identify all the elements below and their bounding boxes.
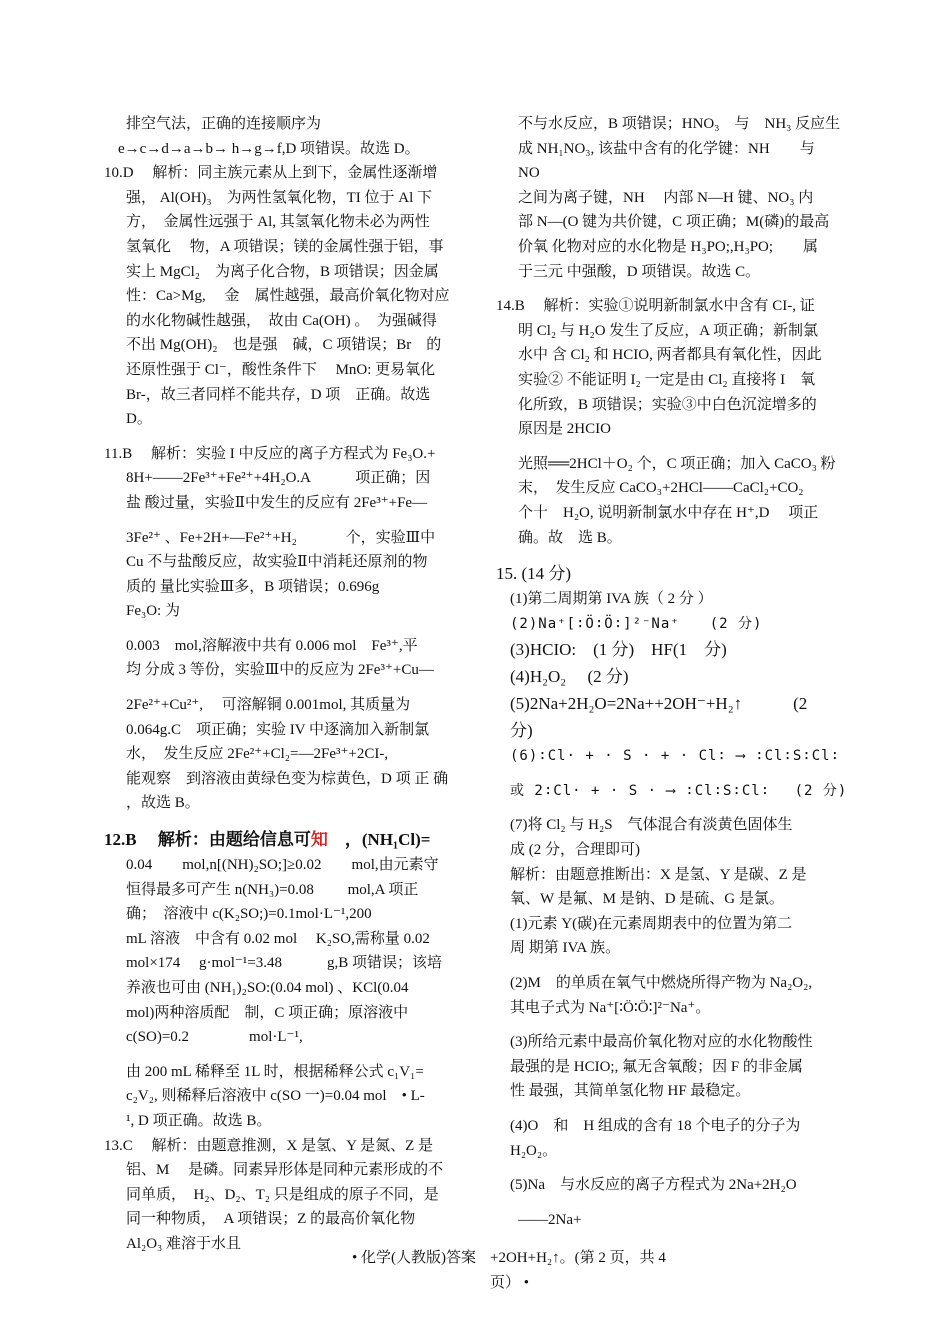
footer-page: +2OH+H₂↑。(第 2 页，共 4 页） •	[490, 1250, 666, 1291]
spacer	[104, 1050, 464, 1060]
text-line: 恒得最多可产生 n(NH₃)=0.08 mol,A 项正	[126, 881, 419, 898]
text-line: (3)所给元素中最高价氧化物对应的水化物酸性	[510, 1034, 813, 1051]
text-line: 方， 金属性远强于 Al, 其氢氧化物未必为两性	[126, 214, 430, 231]
text-line: Br-，故三者同样不能共存，D 项 正确。故选	[126, 386, 431, 403]
text-line: 周 期第 IVA 族。	[510, 940, 621, 957]
text-line: 氧、W 是氟、M 是钠、D 是硫、G 是氯。	[510, 891, 784, 908]
text-line: 13.C 解析：由题意推测，X 是氢、Y 是氮、Z 是	[104, 1137, 434, 1154]
text-line: 由 200 mL 稀释至 1L 时，根据稀释公式 c₁V₁=	[126, 1063, 424, 1080]
text-line: 3Fe²⁺ 、Fe+2H+—Fe²⁺+H₂ 个，实验Ⅲ中	[126, 529, 436, 546]
text-line: ，故选 B。	[126, 795, 200, 812]
text-line: 10.D 解析：同主族元素从上到下，金属性逐渐增	[104, 165, 438, 182]
text-line: 其电子式为 Na⁺[∶Ö∶Ö∶]²⁻Na⁺。	[510, 999, 711, 1016]
text-line: 末， 发生反应 CaCO₃+2HCl——CaCl₂+CO₂	[518, 480, 804, 497]
text-line: 2Fe²⁺+Cu²⁺, 可溶解铜 0.001mol, 其质量为	[126, 697, 411, 714]
text-line: 铝、M 是磷。同素异形体是同种元素形成的不	[126, 1162, 444, 1179]
text-line: 水中 含 Cl₂ 和 HCIO, 两者都具有氧化性，因此	[518, 347, 822, 364]
spacer	[496, 1020, 862, 1030]
text-line: (5)Na 与水反应的离子方程式为 2Na+2H₂O	[510, 1177, 797, 1194]
text-line: 均 分成 3 等份，实验Ⅲ中的反应为 2Fe³⁺+Cu—	[126, 662, 434, 679]
text-line: 个十 H₂O, 说明新制氯水中存在 H⁺,D 项正	[518, 504, 819, 521]
text-line: 实上 MgCl₂ 为离子化合物，B 项错误；因金属	[126, 263, 439, 280]
text-line: ¹, D 项正确。故选 B。	[126, 1112, 272, 1129]
text-line: 14.B 解析：实验①说明新制氯水中含有 CI-, 证	[496, 298, 815, 315]
footer-left	[352, 1246, 484, 1271]
text-line: 最强的是 HCIO;, 氟无含氧酸；因 F 的非金属	[510, 1058, 803, 1075]
spacer	[496, 442, 862, 452]
spacer	[104, 683, 464, 693]
text-line: D。	[126, 411, 152, 428]
text-line: 化所致，B 项错误；实验③中白色沉淀增多的	[518, 396, 817, 413]
text-line: 还原性强于 Cl⁻，酸性条件下 MnO: 更易氧化	[126, 361, 436, 378]
text-line: 确。故 选 B。	[518, 529, 622, 546]
text-line: c₂V₂, 则稀释后溶液中 c(SO 一)=0.04 mol • L-	[126, 1088, 425, 1105]
spacer	[104, 624, 464, 634]
text-line: (3)HCIO: (1 分) HF(1 分)	[510, 640, 727, 660]
text-line: 水， 发生反应 2Fe²⁺+Cl₂=—2Fe³⁺+2CI-,	[126, 746, 389, 763]
text-line: 分)	[510, 721, 533, 741]
left-column	[104, 112, 464, 1257]
text-line: mol)两种溶质配 制，C 项正确；原溶液中	[126, 1004, 409, 1021]
text-line: 氢氧化 物，A 项错误；镁的金属性强于铝，事	[126, 238, 444, 255]
text-line: H₂O₂。	[510, 1142, 558, 1159]
text-line: 0.003 mol,溶解液中共有 0.006 mol Fe³⁺,平	[126, 637, 418, 654]
text-line: (2)M 的单质在氧气中燃烧所得产物为 Na₂O₂,	[510, 975, 813, 992]
text-line: 原因是 2HCIO	[518, 421, 611, 438]
text-line: 能观察 到溶液由黄绿色变为棕黄色，D 项 正 确	[126, 770, 449, 787]
text-line: e→c→d→a→b→ h→g→f,D 项错误。故选 D。	[118, 140, 420, 157]
spacer	[496, 961, 862, 971]
text-line: 性 最强，其简单氢化物 HF 最稳定。	[510, 1083, 751, 1100]
text-line: (1)元素 Y(碳)在元素周期表中的位置为第二	[510, 915, 793, 932]
text-line: 11.B 解析：实验 I 中反应的离子方程式为 Fe₃O.+	[104, 445, 436, 462]
spacer	[104, 432, 464, 442]
spacer	[104, 516, 464, 526]
text-line: 于三元 中强酸，D 项错误。故选 C。	[518, 263, 761, 280]
text-line: 成 NH₁NO₃, 该盐中含有的化学键：NH 与	[518, 140, 815, 157]
text-line: 15. (14 分)	[496, 564, 572, 584]
text-line: NO	[518, 165, 540, 182]
text-line: 性：Ca>Mg, 金 属性越强，最高价氧化物对应	[126, 288, 450, 305]
text-line: 盐 酸过量，实验Ⅱ中发生的反应有 2Fe³⁺+Fe—	[126, 494, 428, 511]
footer-right	[490, 1246, 690, 1295]
text-line: 12.B 解析：由题给信息可知 ，(NH₁Cl)=	[104, 830, 431, 850]
text-line: 确； 溶液中 c(K₂SO;)=0.1mol·L⁻¹,200	[126, 906, 372, 923]
text-line: 价氧 化物对应的水化物是 H₃PO;,H₃PO; 属	[518, 238, 819, 255]
text-line: (4)H₂O₂ (2 分)	[510, 667, 629, 687]
text-line: 不出 Mg(OH)₂ 也是强 碱，C 项错误；Br 的	[126, 337, 442, 354]
text-line: (1)第二周期第 IVA 族（ 2 分 ）	[510, 591, 713, 608]
spacer	[496, 284, 862, 294]
text-line: 排空气法，正确的连接顺序为	[126, 116, 322, 132]
text-line: 解析：由题意推断出：X 是氢、Y 是碳、Z 是	[510, 866, 807, 883]
highlight-char: 知	[310, 830, 328, 850]
spacer	[104, 816, 464, 826]
text-line: 光照══2HCl＋O₂ 个，C 项正确；加入 CaCO₃ 粉	[518, 455, 836, 472]
text-line: Al₂O₃ 难溶于水且	[126, 1235, 242, 1252]
text-line: 强， Al(OH)₃ 为两性氢氧化物，TI 位于 Al 下	[126, 189, 433, 206]
text-line: 质的 量比实验Ⅲ多，B 项错误；0.696g	[126, 578, 380, 595]
text-line: c(SO)=0.2 mol·L⁻¹,	[126, 1029, 303, 1046]
spacer	[496, 769, 862, 779]
spacer	[496, 1104, 862, 1114]
text-line: 部 N—(O 键为共价键，C 项正确；M(磷)的最高	[518, 214, 830, 231]
text-line: 不与水反应，B 项错误；HNO₃ 与 NH₃ 反应生	[518, 116, 841, 132]
text-line: Cu 不与盐酸反应，故实验Ⅱ中消耗还原剂的物	[126, 554, 428, 571]
footer-subject: • 化学(人教版)答案	[352, 1250, 476, 1266]
right-column	[496, 112, 862, 1232]
text-line: 同单质， H₂、D₂、T₂ 只是组成的原子不同，是	[126, 1186, 439, 1203]
text-line: mol×174 g·mol⁻¹=3.48 g,B 项错误；该培	[126, 955, 443, 972]
text-line: 之间为离子键，NH 内部 N—H 键、NO₃ 内	[518, 189, 814, 206]
text-line: 同一种物质， A 项错误；Z 的最高价氧化物	[126, 1211, 416, 1228]
spacer	[496, 1198, 862, 1208]
text-line: mL 溶液 中含有 0.02 mol K₂SO,需称量 0.02	[126, 930, 430, 947]
text-line: 8H+——2Fe³⁺+Fe²⁺+4H₂O.A 项正确；因	[126, 470, 431, 487]
text-line: 0.04 mol,n[(NH)₂SO;]≥0.02 mol,由元素守	[126, 857, 439, 874]
spacer	[496, 550, 862, 560]
text-line: 0.064g.C 项正确；实验 IV 中逐滴加入新制氯	[126, 721, 430, 738]
spacer	[496, 803, 862, 813]
spacer	[496, 1163, 862, 1173]
text-line: ——2Na+	[518, 1211, 582, 1228]
text-line: 实验② 不能证明 I₂ 一定是由 Cl₂ 直接将 I 氧	[518, 371, 816, 388]
text-line: 成 (2 分，合理即可)	[510, 842, 640, 859]
text-line: 养液也可由 (NH₁)₂SO:(0.04 mol) 、KCl(0.04	[126, 980, 409, 996]
text-line: (7)将 Cl₂ 与 H₂S 气体混合有淡黄色固体生	[510, 817, 793, 834]
text-line: 明 Cl₂ 与 H₂O 发生了反应，A 项正确；新制氯	[518, 322, 819, 339]
text-line: (5)2Na+2H₂O=2Na++2OH⁻+H₂↑ (2	[510, 694, 808, 714]
text-line: 的水化物碱性越强， 故由 Ca(OH) 。 为强碱得	[126, 312, 437, 329]
text-line: 或 2∶Cl· + · S · ⟶ ∶Cl∶S∶Cl∶ (2 分)	[510, 782, 848, 799]
text-line: (2)Na⁺[∶Ö∶Ö∶]²⁻Na⁺ (2 分)	[510, 615, 763, 632]
text-line: (4)O 和 H 组成的含有 18 个电子的分子为	[510, 1118, 801, 1134]
text-line: (6)∶Cl· + · S · + · Cl∶ ⟶ ∶Cl∶S∶Cl∶	[510, 748, 841, 765]
text-line: Fe₃O: 为	[126, 603, 180, 620]
